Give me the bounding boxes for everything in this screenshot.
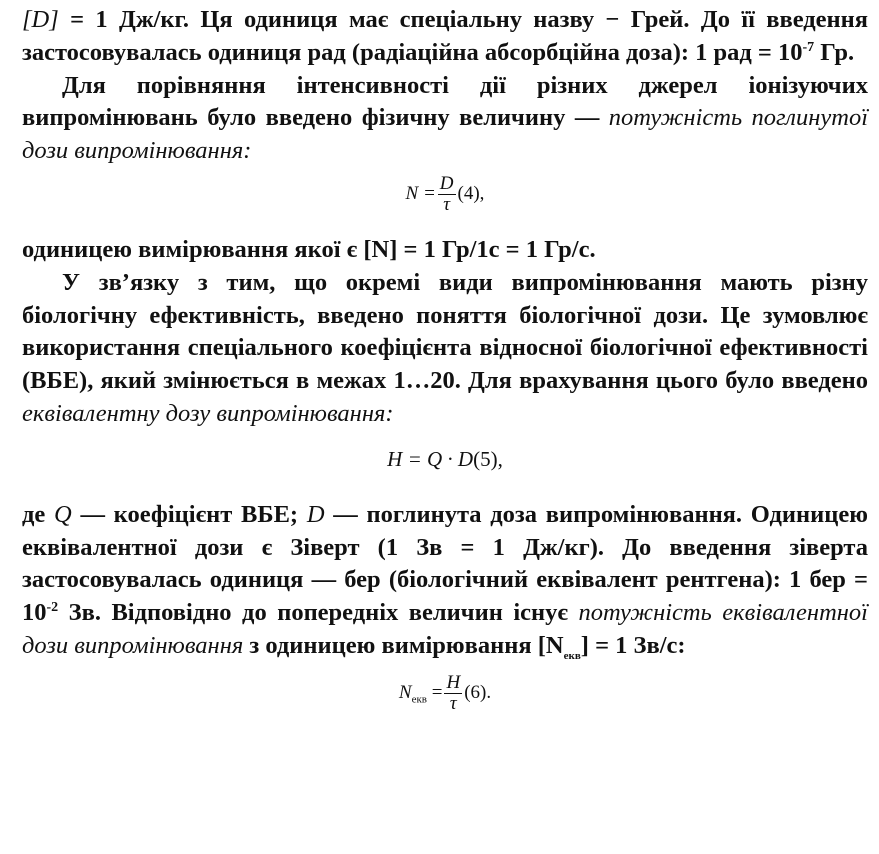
formula-6 [22, 663, 868, 743]
fraction-numerator: D [439, 172, 454, 194]
symbol-d: D [306, 500, 325, 528]
paragraph-text: — коефіцієнт ВБЕ; [71, 500, 307, 528]
symbol-q: Q [54, 500, 72, 528]
paragraph-dose-rate [22, 70, 868, 168]
fraction [444, 673, 462, 714]
exponent: -2 [46, 600, 59, 615]
formula-label: (4), [457, 182, 485, 204]
paragraph-text-tail: Гр. [814, 38, 855, 66]
fraction-numerator: H [446, 671, 461, 693]
paragraph-text: — поглинута доза випромінювання. Одиницею еквівалентної дози є Зіверт (1 Зв = 1 Дж/кг). До введення зіверта застосовувалась одиниця — бер (біологічний еквівалент рентгена): 1 бер = 10 [22, 500, 868, 627]
formula-4 [22, 168, 868, 234]
paragraph-dose-rate-unit [22, 234, 868, 267]
italic-term: еквівалентну дозу випромінювання: [22, 399, 394, 427]
fraction [438, 174, 456, 215]
formula-5 [22, 431, 868, 499]
exponent: -7 [802, 39, 815, 55]
formula-lhs: N [398, 681, 412, 703]
document-page [22, 0, 868, 743]
paragraph-gray-unit [22, 0, 868, 70]
paragraph-text: де [22, 500, 55, 528]
formula-equals: = [427, 681, 443, 703]
paragraph-text: одиницею вимірювання якої є [N] = 1 Гр/1с = 1 Гр/с. [22, 235, 596, 263]
paragraph-text: У зв’язку з тим, що окремі види випромінювання мають різну біологічну ефективність, введено поняття біологічної дози. Це зумовлює використання спеціального коефіцієнта відносної біологічної ефективності (ВБЕ), який змінюється в межах 1…20. Для врахування цього було введено [22, 268, 868, 395]
paragraph-text: ] = 1 Зв/с: [580, 631, 686, 659]
formula-label: (6). [464, 681, 492, 703]
formula-label: (5), [473, 446, 503, 471]
fraction-denominator: τ [444, 693, 462, 714]
paragraph-biological-dose [22, 267, 868, 431]
paragraph-text: Зв. Відповідно до попередніх величин існує [58, 599, 579, 627]
paragraph-text: Для порівняння інтенсивності дії різних джерел іонізуючих випромінювань було введено фізичну величину — [22, 71, 868, 132]
paragraph-text: = 1 Дж/кг. Ця одиниця має спеціальну назву − Грей. До її введення застосовувалась одиниця рад (радіаційна абсорбційна доза): 1 рад = 10 [22, 6, 868, 66]
italic-term: потужність еквівалентної дози випромінювання [22, 599, 868, 659]
paragraph-equivalent-dose [22, 499, 868, 663]
formula-expression: H = Q · D [387, 446, 474, 471]
fraction-denominator: τ [438, 194, 456, 215]
dose-unit-symbol: [D] [22, 6, 59, 33]
italic-term: потужність поглинутої дози випромінювання: [22, 104, 869, 165]
formula-lhs-subscript: екв [411, 693, 427, 706]
paragraph-text: з одиницею вимірювання [N [243, 631, 564, 659]
subscript: екв [563, 649, 581, 662]
formula-lhs: N = [405, 182, 436, 204]
